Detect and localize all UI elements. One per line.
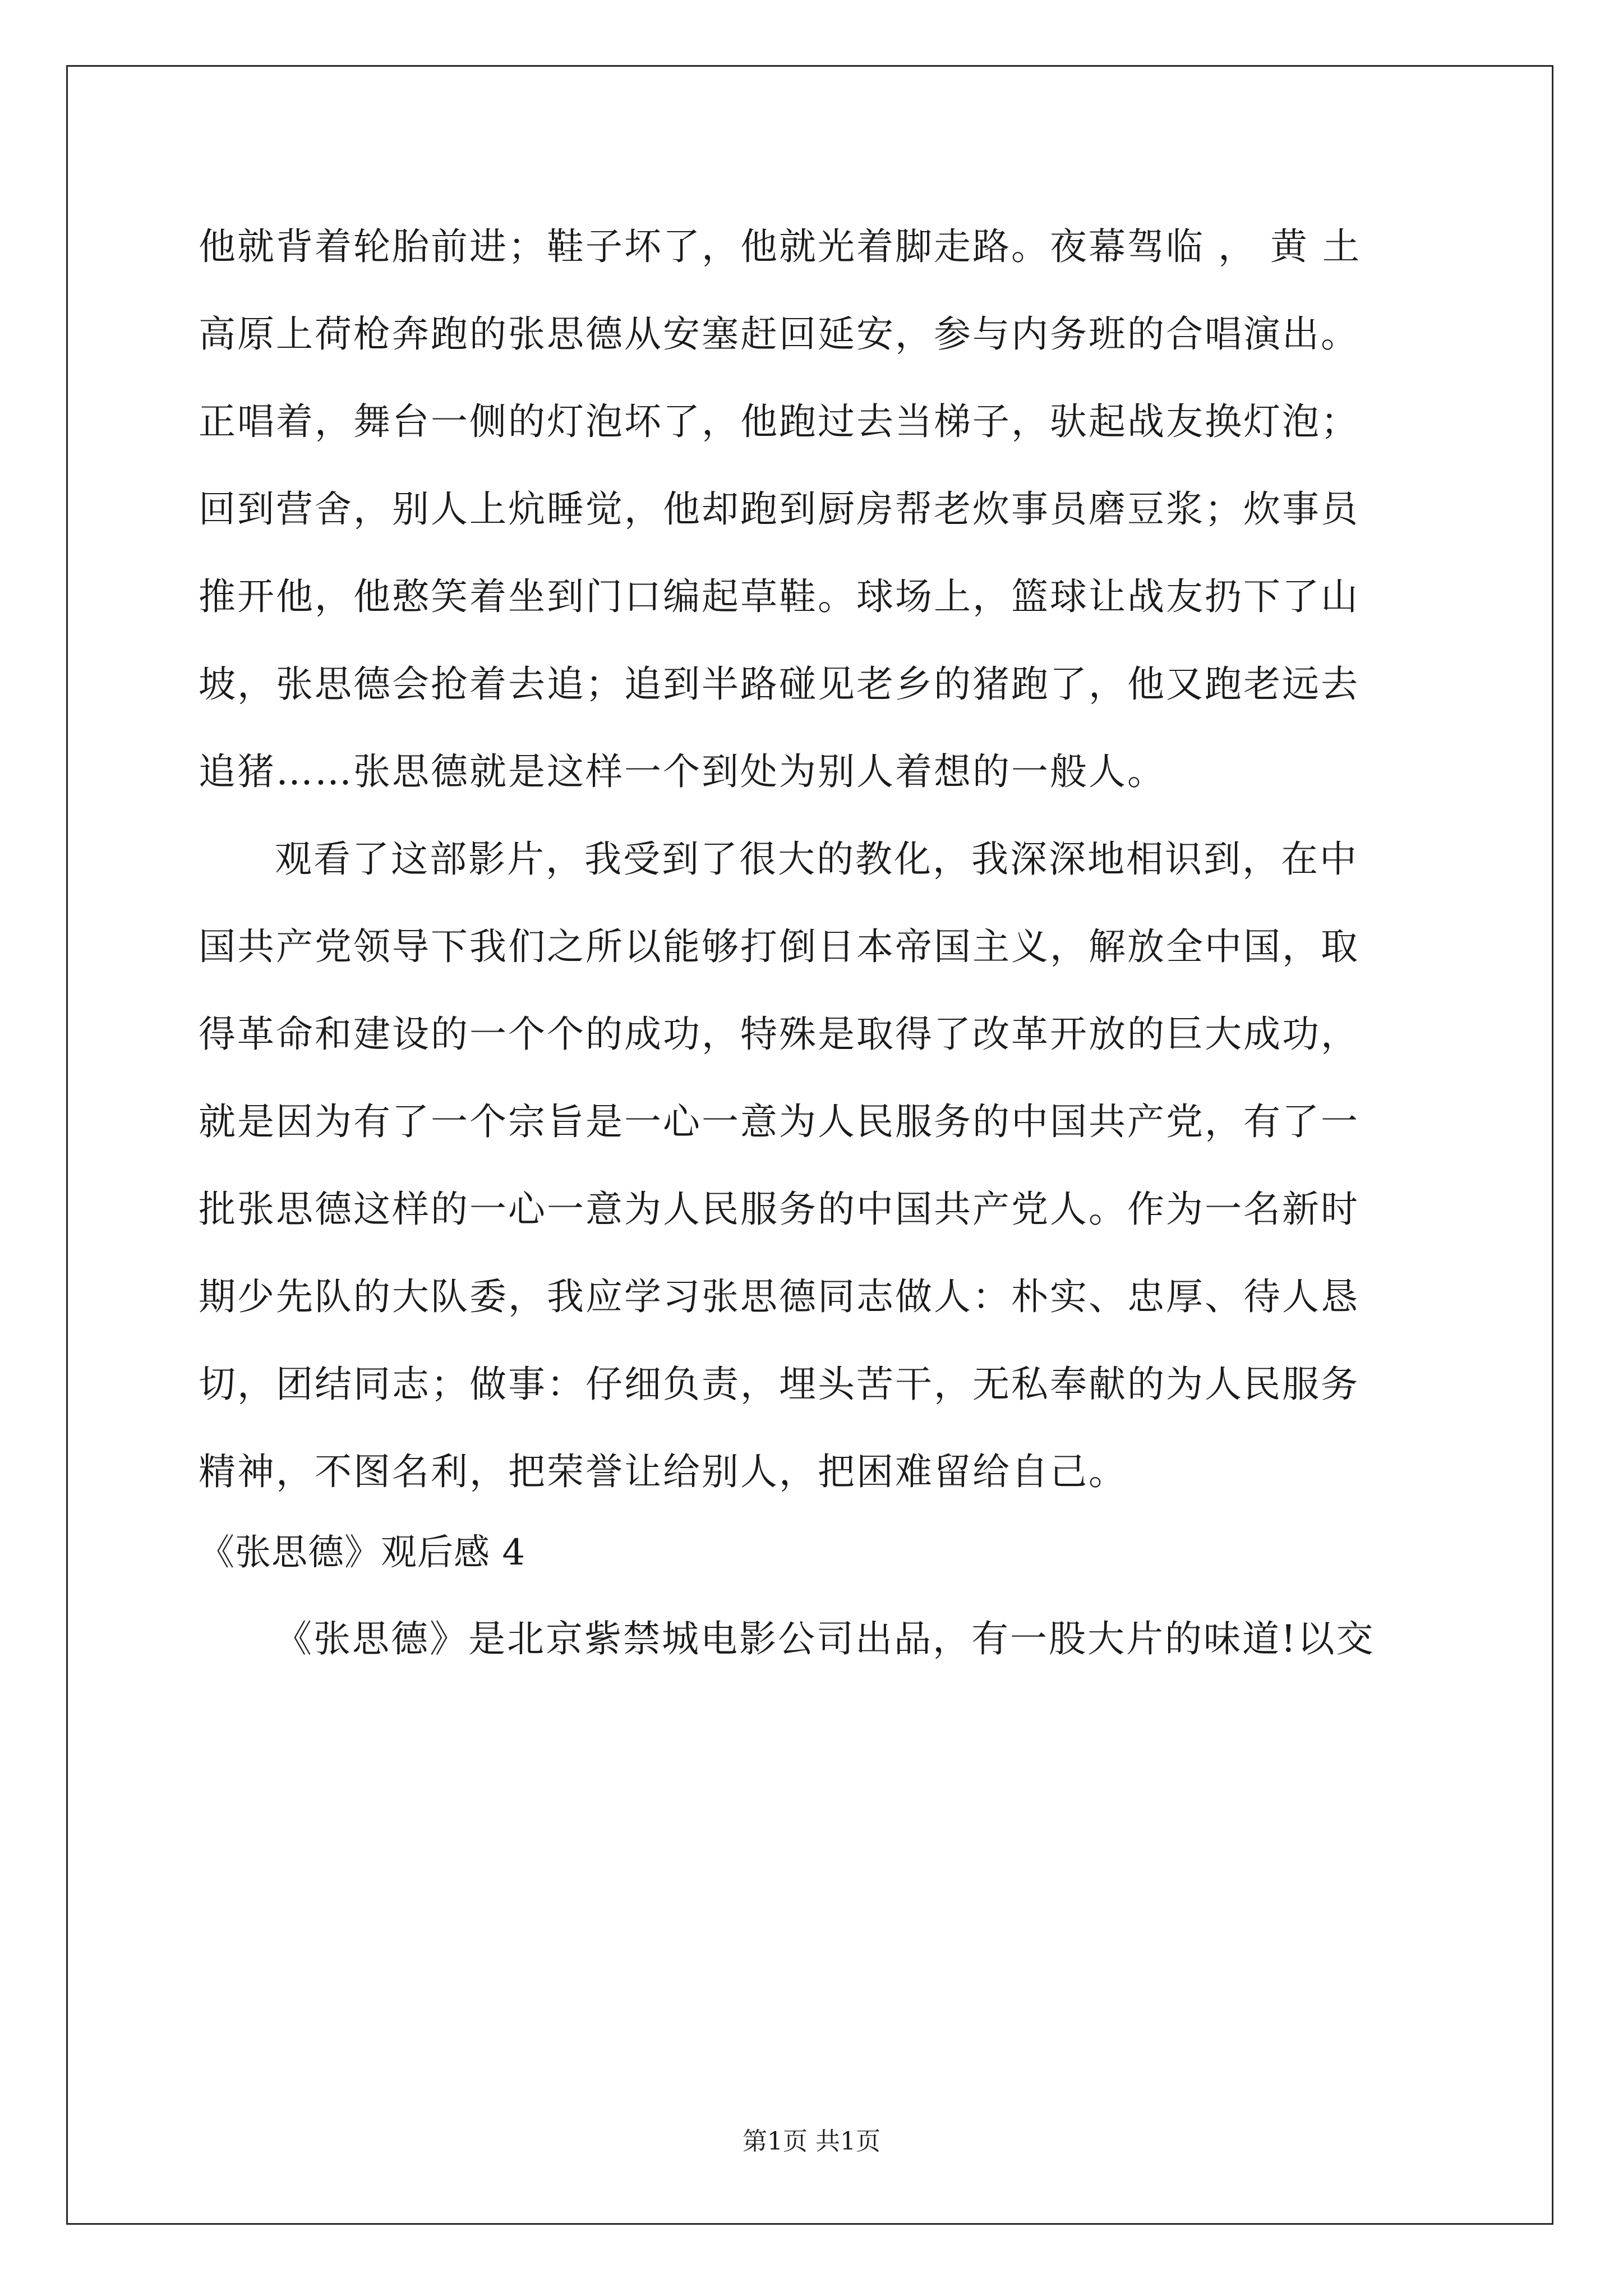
text-line: 他就背着轮胎前进；鞋子坏了，他就光着脚走路。夜幕驾临 ， 黄 土: [199, 225, 1361, 268]
section-heading: 《张思德》观后感 4: [199, 1532, 526, 1573]
text-line: 批张思德这样的一心一意为人民服务的中国共产党人。作为一名新时: [199, 1188, 1359, 1231]
text-line: 得革命和建设的一个个的成功，特殊是取得了改革开放的巨大成功，: [199, 1013, 1359, 1056]
text-line: 坡，张思德会抢着去追；追到半路碰见老乡的猪跑了，他又跑老远去: [199, 662, 1359, 706]
text-line: 《张思德》是北京紫禁城电影公司出品，有一股大片的味道!以交: [275, 1617, 1375, 1660]
text-line: 精神，不图名利，把荣誉让给别人，把困难留给自己。: [199, 1450, 1127, 1493]
text-line: 期少先队的大队委，我应学习张思德同志做人：朴实、忠厚、待人恳: [199, 1275, 1359, 1318]
text-line: 切，团结同志；做事：仔细负责，埋头苦干，无私奉献的为人民服务: [199, 1363, 1359, 1406]
page-number-footer: 第1页 共1页: [743, 2127, 880, 2156]
text-line: 正唱着，舞台一侧的灯泡坏了，他跑过去当梯子，驮起战友换灯泡；: [199, 400, 1359, 443]
text-line: 高原上荷枪奔跑的张思德从安塞赶回延安，参与内务班的合唱演出。: [199, 312, 1359, 356]
text-line: 就是因为有了一个宗旨是一心一意为人民服务的中国共产党，有了一: [199, 1100, 1359, 1143]
text-line: 追猪……张思德就是这样一个到处为别人着想的一般人。: [199, 750, 1166, 793]
text-line: 国共产党领导下我们之所以能够打倒日本帝国主义，解放全中国，取: [199, 925, 1359, 968]
text-line: 推开他，他憨笑着坐到门口编起草鞋。球场上，篮球让战友扔下了山: [199, 575, 1359, 618]
text-line: 回到营舍，别人上炕睡觉，他却跑到厨房帮老炊事员磨豆浆；炊事员: [199, 487, 1359, 531]
text-line: 观看了这部影片，我受到了很大的教化，我深深地相识到，在中: [275, 838, 1358, 881]
